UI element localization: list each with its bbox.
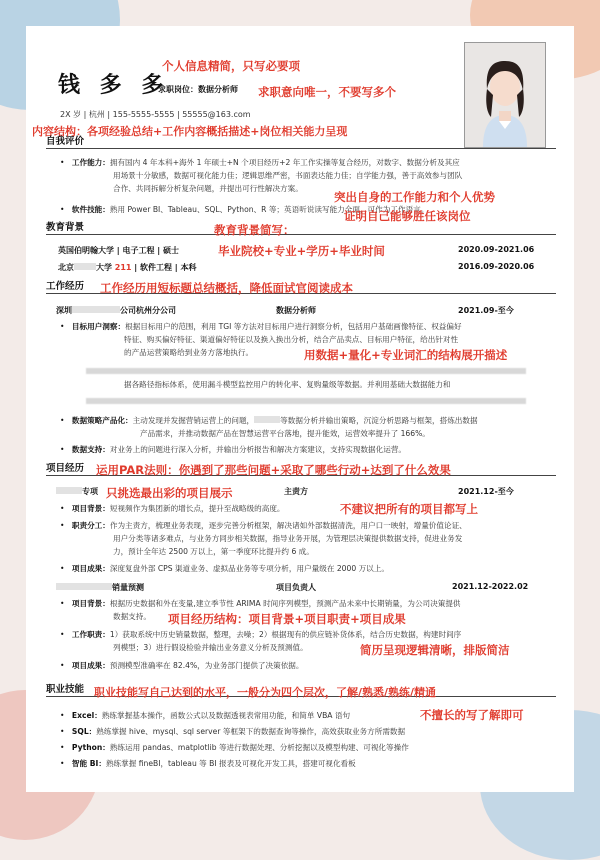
section-title-skills: 职业技能 (46, 684, 85, 695)
skill-sql (60, 725, 405, 738)
skill-bi-text: 熟练掌握 fineBI，tableau 等 BI 报表及可视化开发工具，搭建可视化看板 (105, 759, 356, 768)
blurred-line (86, 398, 526, 404)
annotation-clean-layout: 简历呈现逻辑清晰，排版简洁 (360, 643, 510, 657)
annotation-work-title: 工作经历用短标题总结概括，降低面试官阅读成本 (100, 281, 353, 295)
skill-excel-label: Excel： (71, 711, 102, 720)
data-product-line-2: 产品需求，并推动数据产品在智慧运营平台落地，提升能效，运营效率提升了 166%。 (140, 429, 430, 438)
p1-duty-line-2: 用户分类等诸多难点，与业务方同步相关数据，指导业务开展，为管理层决策提供数据支持，促进业务发 (113, 534, 463, 543)
p2-bg-label: 项目背景： (71, 599, 110, 608)
skill-excel (60, 709, 350, 722)
redacted-blur (254, 416, 280, 423)
project2-role: 项目负责人 (276, 583, 316, 592)
project2-duty (60, 628, 461, 641)
edu2-school-prefix: 北京 (58, 263, 74, 272)
skill-bi (60, 757, 356, 770)
company-suffix: 公司杭州分公司 (120, 306, 176, 315)
user-insight-line-1: 根据目标用户的范围，利用 TGI 等方法对目标用户进行洞察分析，包括用户基础画像特征、权益偏好 (125, 322, 462, 331)
p1-bg-label: 项目背景： (71, 504, 110, 513)
p1-duty-line-1: 作为主责方，梳理业务表现，逐步完善分析框架，解决诸如外部数据清洗，用户口一映射，增量价值论证、 (109, 521, 467, 530)
annotation-highlight-ability: 突出自身的工作能力和个人优势 (334, 190, 495, 204)
project2-name-text: 销量预测 (112, 583, 144, 592)
annotation-single-intent: 求职意向唯一，不要写多个 (258, 85, 396, 99)
ability-line-2: 用场景十分敏感，数据可视化能力佳；逻辑思维严密，书面表达能力佳；自学能力强，善于高效参与团队 (113, 171, 463, 180)
annotation-edu-short: 教育背景简写： (214, 223, 295, 237)
resume-page (26, 26, 574, 792)
work-item-data-support (60, 443, 406, 456)
p1-result-label: 项目成果： (71, 564, 110, 573)
job-intent (158, 84, 238, 95)
section-title-education: 教育背景 (46, 222, 85, 233)
project1-date: 2021.12-至今 (458, 487, 514, 496)
data-support-text: 对业务上的问题进行深入分析，并输出分析报告和解决方案建议，支持实现数据化运营。 (109, 445, 407, 454)
project1-result (60, 562, 389, 575)
redacted-blur (72, 306, 120, 313)
p1-duty-label: 职责分工： (71, 521, 110, 530)
ability-label: 工作能力： (71, 158, 110, 167)
section-title-self-evaluation: 自我评价 (46, 136, 85, 147)
project2-name (56, 582, 144, 593)
work-item-user-insight (60, 320, 462, 333)
section-education (46, 222, 556, 235)
annotation-project-structure: 项目经历结构：项目背景+项目职责+项目成果 (168, 612, 406, 626)
data-product-line-1b: 等数据分析并输出策略，沉淀分析思路与框架，搭炼出数据 (280, 416, 478, 425)
project2-result (60, 659, 303, 672)
user-insight-line-3: 的产品运营策略给到业务方落地执行。 (124, 348, 254, 357)
annotation-prove-fit: 证明自己能够胜任该岗位 (344, 209, 471, 223)
edu2-rest: | 软件工程 | 本科 (134, 263, 197, 272)
funnel-line: 据各路径指标体系，使用漏斗模型监控用户的转化率、复购量级等数据。并利用基础大数据能力和 (124, 380, 451, 389)
job-intent-label: 求职岗位： (158, 85, 198, 94)
data-product-label: 数据策略产品化： (71, 416, 133, 425)
project1-background (60, 502, 285, 515)
p2-duty-line-1: 1）获取系统中历史销量数据，整理，去噪；2）根据现有的供应链补货体系，结合历史数据，构建时间序 (109, 630, 462, 639)
work-item-data-product (60, 414, 478, 427)
annotation-weak-skills: 不擅长的写了解即可 (420, 708, 524, 722)
skill-python-label: Python： (71, 743, 110, 752)
skill-excel-text: 熟练掌握基本操作，函数公式以及数据透视表常用功能，和简单 VBA 语句 (101, 711, 351, 720)
project2-background (60, 597, 461, 610)
edu2-school-suffix: 大学 (96, 263, 112, 272)
annotation-edu-structure: 毕业院校+专业+学历+毕业时间 (218, 244, 385, 258)
annotation-best-projects: 只挑选最出彩的项目展示 (106, 486, 233, 500)
annotation-content-structure: 内容结构：各项经验总结+工作内容概括描述+岗位相关能力呈现 (32, 125, 348, 138)
data-product-line-1a: 主动发现并发掘营销运营上的问题， (132, 416, 255, 425)
contact-line: 2X 岁 | 杭州 | 155-5555-5555 | 55555@163.com (60, 110, 251, 119)
section-self-evaluation (46, 136, 556, 149)
p2-duty-line-2: 列模型；3）进行假设检验并输出业务意义分析及预测值。 (113, 643, 308, 652)
education-row-2 (58, 262, 197, 273)
p2-duty-label: 工作职责： (71, 630, 110, 639)
redacted-blur (74, 263, 96, 270)
annotation-not-all-projects: 不建议把所有的项目都写上 (340, 502, 478, 516)
project1-role: 主责方 (284, 487, 308, 496)
project1-duty (60, 519, 467, 532)
software-label: 软件技能： (71, 205, 110, 214)
skill-python (60, 741, 409, 754)
skill-bi-label: 智能 BI： (71, 759, 106, 768)
ability-line-3: 合作、共同拆解分析复杂问题，并提出可行性解决方案。 (113, 184, 303, 193)
profile-photo (464, 42, 546, 148)
blurred-line (86, 368, 526, 374)
data-support-label: 数据支持： (71, 445, 110, 454)
user-insight-label: 目标用户洞察： (71, 322, 126, 331)
section-title-projects: 项目经历 (46, 463, 85, 474)
work-role: 数据分析师 (276, 306, 316, 315)
project1-name (56, 486, 98, 497)
p2-bg-line-1: 根据历史数据和外在变量,建立季节性 ARIMA 时间序列模型，预测产品未来中长期销量，为公司决策提供 (109, 599, 461, 608)
p1-result-text: 深度复盘外部 CPS 渠道业务、虚拟品业务等专项分析，用户量级在 2000 万以上。 (109, 564, 389, 573)
project2-date: 2021.12-2022.02 (452, 582, 529, 591)
candidate-name: 钱 多 多 (58, 73, 170, 98)
redacted-blur (56, 583, 112, 590)
education-date-2: 2016.09-2020.06 (458, 262, 535, 271)
annotation-par: 运用PAR法则：你遇到了那些问题+采取了哪些行动+达到了什么效果 (96, 463, 451, 477)
ability-line-1: 拥有国内 4 年本科+海外 1 年硕士+N 个项目经历+2 年工作实操等复合经历，对数字、数据分析及其应 (109, 158, 460, 167)
p2-bg-line-2: 数据支持。 (113, 612, 151, 621)
section-title-work: 工作经历 (46, 281, 85, 292)
self-eval-item-ability (60, 156, 460, 169)
software-text: 熟用 Power BI、Tableau、SQL、Python、R 等；英语听说读写能力全面，可作为工作语言。 (109, 205, 429, 214)
redacted-blur (56, 487, 82, 494)
skill-python-text: 熟练运用 pandas、matplotlib 等进行数据处理、分析挖掘以及模型构建、可视化等操作 (109, 743, 409, 752)
education-row-1: 英国伯明翰大学 | 电子工程 | 硕士 (58, 246, 179, 255)
p1-bg-text: 短视频作为集团新的增长点，提升至战略级的高度。 (109, 504, 285, 513)
skill-sql-label: SQL： (71, 727, 97, 736)
work-date: 2021.09-至今 (458, 306, 514, 315)
job-intent-value: 数据分析师 (198, 85, 238, 94)
p2-result-label: 项目成果： (71, 661, 110, 670)
work-company (56, 305, 176, 316)
skill-sql-text: 熟练掌握 hive、mysql、sql server 等框架下的数据查询等操作，高效获取业务方所需数据 (96, 727, 406, 736)
user-insight-line-2: 特征、购买偏好特征、渠道偏好特征以及换入换出分析，结合产品卖点、目标用户特征，给出针对性 (124, 335, 459, 344)
company-prefix: 深圳 (56, 306, 72, 315)
project1-name-text: 专项 (82, 487, 98, 496)
annotation-info-concise: 个人信息精简，只写必要项 (162, 59, 300, 73)
p2-result-text: 预测模型准确率在 82.4%，为业务部门提供了决策依据。 (109, 661, 304, 670)
edu2-badge: 211 (114, 263, 132, 272)
annotation-data-quantify: 用数据+量化+专业词汇的结构展开描述 (304, 348, 508, 362)
education-date-1: 2020.09-2021.06 (458, 245, 535, 254)
p1-duty-line-3: 力，预计全年达 2500 万以上，第一季度环比提升约 6 成。 (113, 547, 314, 556)
annotation-skill-levels: 职业技能写自己达到的水平，一般分为四个层次，了解/熟悉/熟练/精通 (94, 686, 437, 699)
